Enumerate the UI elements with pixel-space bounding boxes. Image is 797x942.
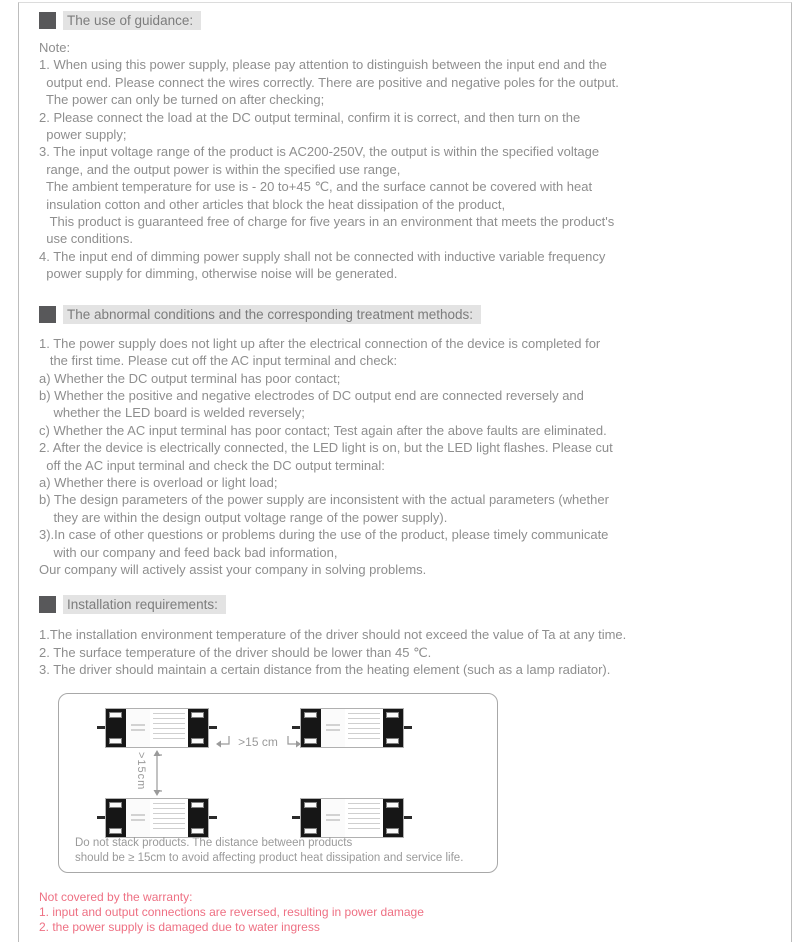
section-header-guidance — [39, 11, 791, 30]
terminal-cap — [301, 799, 321, 837]
diagram-caption: Do not stack products. The distance between products should be ≥ 15cm to avoid affecting product heat dissipation and service life. — [75, 836, 464, 864]
spec-label — [345, 799, 383, 837]
bullet-square-icon — [39, 596, 56, 613]
section-title: Installation requirements: — [63, 595, 226, 614]
terminal-cap — [106, 799, 126, 837]
terminal-cap — [188, 709, 208, 747]
terminal-cap — [383, 799, 403, 837]
wire-left — [97, 726, 105, 729]
wire-left — [292, 726, 300, 729]
section-header-installation — [39, 595, 791, 614]
terminal-cap — [106, 709, 126, 747]
horizontal-spacing-label: >15 cm — [238, 734, 278, 749]
brand-area — [126, 709, 150, 747]
wire-left — [97, 816, 105, 819]
driver-unit — [97, 798, 217, 838]
page-content — [19, 3, 791, 935]
driver-unit — [292, 708, 412, 748]
section-header-abnormal-conditions — [39, 305, 791, 324]
wire-right — [209, 726, 217, 729]
wire-right — [404, 816, 412, 819]
driver-unit — [292, 798, 412, 838]
bullet-square-icon — [39, 12, 56, 29]
warranty-exclusions: Not covered by the warranty: 1. input and output connections are reversed, resulting in power damage 2. the power supply is damaged due to water ingress — [39, 889, 424, 934]
brand-area — [321, 799, 345, 837]
dimension-arrow-right-icon — [285, 735, 301, 749]
terminal-cap — [383, 709, 403, 747]
dimension-arrow-left-icon — [216, 735, 232, 749]
wire-right — [404, 726, 412, 729]
page-frame — [18, 2, 792, 942]
spec-label — [345, 709, 383, 747]
spec-label — [150, 799, 188, 837]
brand-area — [321, 709, 345, 747]
dimension-arrow-vertical-icon — [145, 749, 163, 797]
section-title: The use of guidance: — [63, 11, 201, 30]
section-title: The abnormal conditions and the corresponding treatment methods: — [63, 305, 481, 324]
section-body-installation: 1.The installation environment temperature of the driver should not exceed the value of Ta at any time. 2. The surface temperature of the driver should be lower than 45 ℃. 3. The driver should maintain a certain distance from the heating element (such as a lamp radiator). — [39, 627, 627, 678]
wire-right — [209, 816, 217, 819]
section-body-abnormal-conditions: 1. The power supply does not light up after the electrical connection of the device is completed for the first time. Please cut off the AC input terminal and check: a) Whether the DC output terminal has poor contact; b) Whether the positive and negative electrodes of DC output end are connected reversely and whether the LED board is welded reversely; c) Whether the AC input terminal has poor contact; Test again after the above faults are eliminated. 2. After the device is electrically connected, the LED light is on, but the LED light flashes. Please cut off the AC input terminal and check the DC output terminal: a) Whether there is overload or light load; b) The design parameters of the power supply are inconsistent with the actual parameters (whether they are within the design output voltage range of the power supply). 3).In case of other questions or problems during the use of the product, please timely communicate with our company and feed back bad information, Our company will actively assist your company in solving problems. — [39, 335, 613, 577]
spacing-diagram — [58, 693, 498, 873]
vertical-spacing-label: >15cm — [135, 751, 147, 790]
bullet-square-icon — [39, 306, 56, 323]
spec-label — [150, 709, 188, 747]
terminal-cap — [188, 799, 208, 837]
wire-left — [292, 816, 300, 819]
terminal-cap — [301, 709, 321, 747]
driver-unit — [97, 708, 217, 748]
section-body-guidance: Note: 1. When using this power supply, please pay attention to distinguish between the input end and the output end. Please connect the wires correctly. There are positive and negative poles for the output. The power can only be turned on after checking; 2. Please connect the load at the DC output terminal, confirm it is correct, and then turn on the power supply; 3. The input voltage range of the product is AC200-250V, the output is within the specified voltage range, and the output power is within the specified use range, The ambient temperature for use is - 20 to+45 ℃, and the surface cannot be covered with heat insulation cotton and other articles that block the heat dissipation of the product, This product is guaranteed free of charge for five years in an environment that meets the product's use conditions. 4. The input end of dimming power supply shall not be connected with inductive variable frequency power supply for dimming, otherwise noise will be generated. — [39, 40, 619, 282]
brand-area — [126, 799, 150, 837]
